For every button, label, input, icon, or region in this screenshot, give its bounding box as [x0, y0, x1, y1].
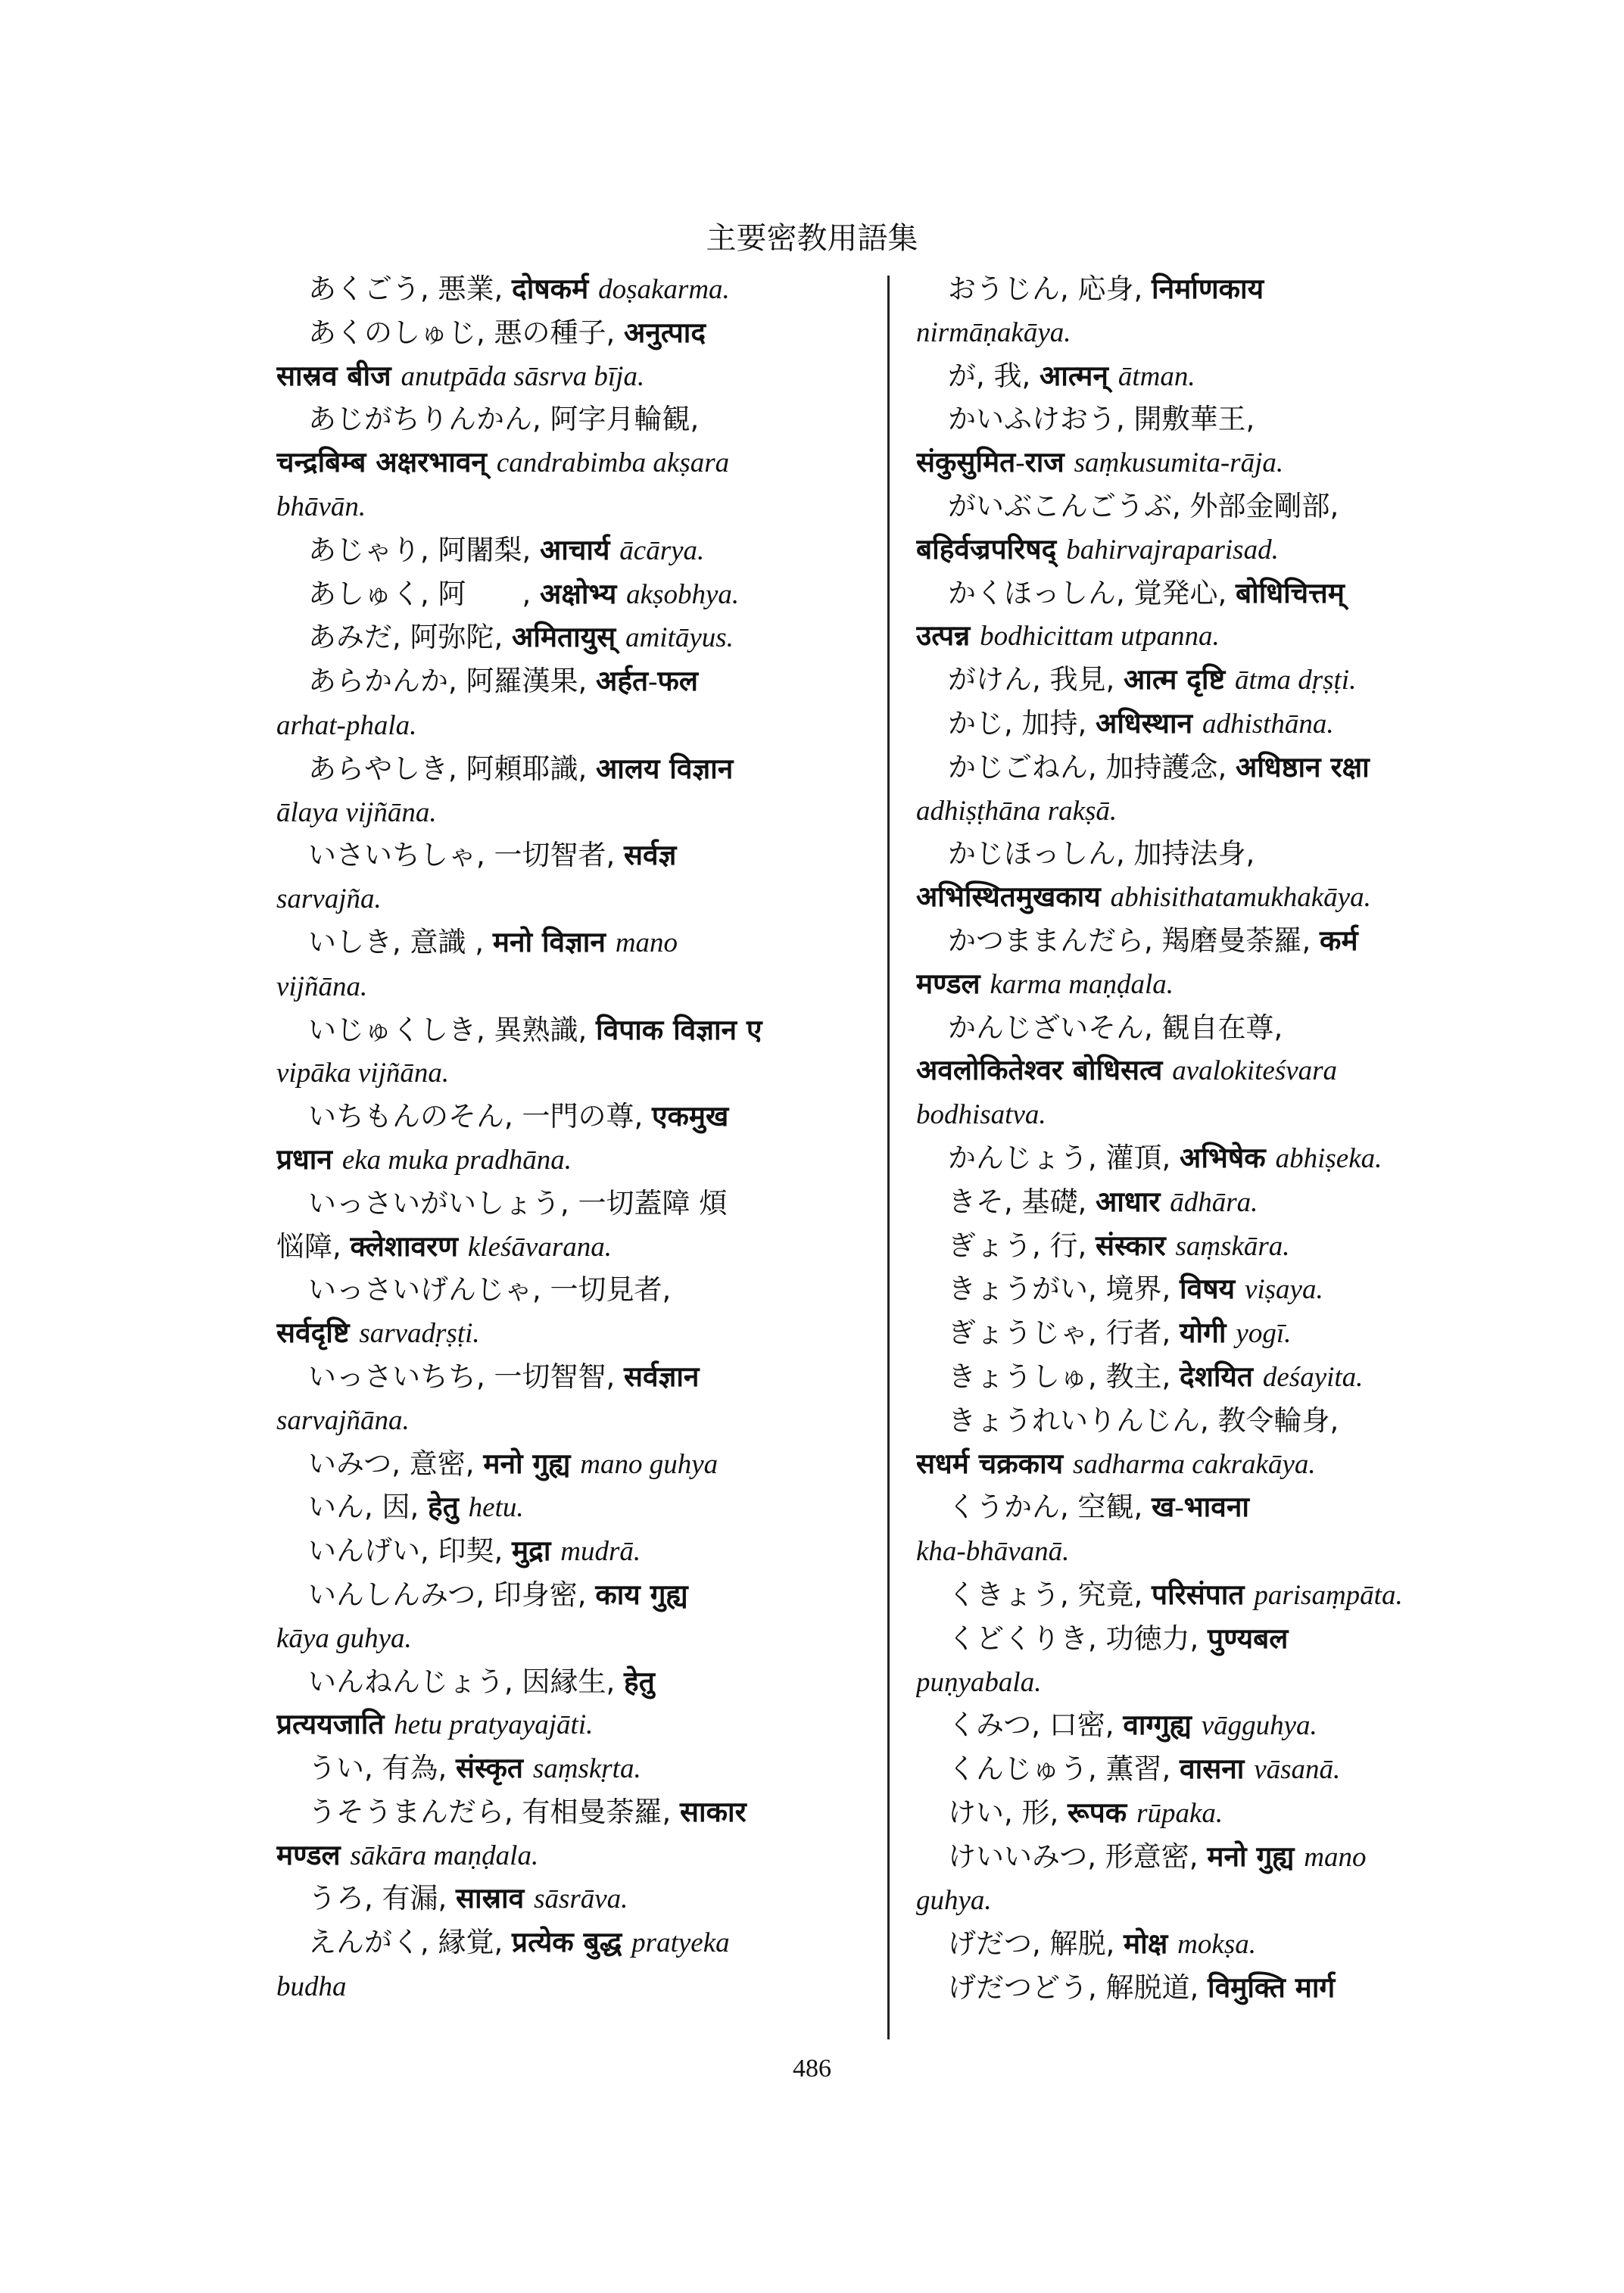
entry-line: kha-bhāvanā.: [916, 1536, 1070, 1568]
entry-line: あらやしき, 阿頼耶識, आलय विज्ञान: [308, 752, 734, 785]
entry-line: प्रत्ययजाति hetu pratyayajāti.: [276, 1708, 594, 1741]
glossary-entry: [276, 616, 874, 660]
entry-line: かつままんだら, 羯磨曼荼羅, कर्म: [948, 924, 1358, 957]
glossary-entry: [916, 1400, 1514, 1487]
glossary-entry: [916, 833, 1514, 920]
entry-line: बहिर्वज्रपरिषद् bahirvajraparisad.: [916, 532, 1279, 565]
entry-line: いん, 因, हेतु hetu.: [308, 1491, 524, 1524]
entry-line: sarvajña.: [276, 883, 382, 915]
entry-line: bodhisatva.: [916, 1099, 1046, 1131]
entry-line: いっさいがいしょう, 一切蓋障 煩: [308, 1186, 728, 1220]
entry-line: あじゃり, 阿闍梨, आचार्य ācārya.: [308, 533, 705, 566]
entry-line: うろ, 有漏, सास्राव sāsrāva.: [308, 1882, 628, 1915]
glossary-entry: [916, 1836, 1514, 1924]
entry-line: くうかん, 空観, ख-भावना: [948, 1491, 1249, 1524]
glossary-entry: [276, 1530, 874, 1574]
entry-line: guhya.: [916, 1885, 992, 1917]
glossary-entry: [276, 529, 874, 573]
entry-line: おうじん, 応身, निर्माणकाय: [948, 273, 1264, 305]
glossary-entry: [916, 572, 1514, 659]
glossary-entry: [916, 1181, 1514, 1225]
entry-line: nirmāṇakāya.: [916, 316, 1071, 348]
glossary-entry: [916, 1574, 1514, 1618]
entry-line: ālaya vijñāna.: [276, 796, 437, 828]
page-title: 主要密教用語集: [706, 221, 918, 256]
page-number: 486: [793, 2055, 831, 2083]
glossary-entry: [276, 921, 874, 1009]
glossary-entry: [276, 1921, 874, 2009]
glossary-entry: [916, 746, 1514, 833]
glossary-entry: [276, 268, 874, 312]
entry-line: いじゅくしき, 異熟識, विपाक विज्ञान ए: [308, 1013, 762, 1046]
entry-line: がけん, 我見, आत्म दृष्टि ātma dṛṣṭi.: [948, 663, 1357, 696]
entry-line: あらかんか, 阿羅漢果, अर्हत-फल: [308, 665, 699, 698]
glossary-entry: [276, 1877, 874, 1921]
entry-line: いっさいちち, 一切智智, सर्वज्ञान: [308, 1360, 700, 1393]
glossary-entry: [276, 398, 874, 528]
entry-line: ぎょう, 行, संस्कार saṃskāra.: [948, 1229, 1290, 1262]
glossary-entry: [276, 1095, 874, 1182]
entry-line: きょうれいりんじん, 教令輪身,: [948, 1404, 1339, 1437]
entry-line: いちもんのそん, 一門の尊, एकमुख: [308, 1100, 729, 1133]
glossary-entry: [276, 1486, 874, 1530]
glossary-entry: [916, 1312, 1514, 1356]
entry-line: けいいみつ, 形意密, मनो गुह्य mano: [948, 1840, 1367, 1873]
entry-line: puṇyabala.: [916, 1666, 1042, 1698]
entry-line: えんがく, 縁覚, प्रत्येक बुद्ध pratyeka: [308, 1926, 730, 1959]
entry-line: あみだ, 阿弥陀, अमितायुस् amitāyus.: [308, 621, 734, 654]
entry-line: きょうしゅ, 教主, देशयित deśayita.: [948, 1360, 1364, 1393]
glossary-entry: [916, 1618, 1514, 1705]
entry-line: いさいちしゃ, 一切智者, सर्वज्ञ: [308, 839, 677, 872]
entry-line: いみつ, 意密, मनो गुह्य mano guhya: [308, 1447, 718, 1480]
left-column: [276, 268, 874, 2009]
entry-line: vipāka vijñāna.: [276, 1058, 450, 1089]
entry-line: いんしんみつ, 印身密, काय गुह्य: [308, 1578, 688, 1611]
entry-line: あしゅく, 阿 , अक्षोभ्य akṣobhya.: [308, 577, 740, 610]
entry-line: いしき, 意識 , मनो विज्ञान mano: [308, 925, 678, 958]
glossary-entry: [276, 834, 874, 921]
glossary-entry: [916, 1967, 1514, 2010]
glossary-entry: [916, 485, 1514, 572]
glossary-entry: [276, 1182, 874, 1270]
glossary-entry: [276, 1747, 874, 1791]
entry-line: いんげい, 印契, मुद्रा mudrā.: [308, 1534, 641, 1568]
entry-line: かじ, 加持, अधिस्थान adhisthāna.: [948, 706, 1334, 740]
entry-line: मण्डल sākāra maṇḍala.: [276, 1838, 539, 1871]
glossary-entry: [916, 703, 1514, 746]
entry-line: がいぶこんごうぶ, 外部金剛部,: [948, 489, 1339, 522]
entry-line: くきょう, 究竟, परिसंपात parisaṃpāta.: [948, 1578, 1403, 1611]
glossary-entry: [916, 1007, 1514, 1137]
glossary-entry: [916, 268, 1514, 355]
entry-line: けい, 形, रूपक rūpaka.: [948, 1796, 1223, 1829]
glossary-entry: [276, 1356, 874, 1443]
entry-line: かじごねん, 加持護念, अधिष्ठान रक्षा: [948, 750, 1370, 784]
entry-line: あじがちりんかん, 阿字月輪観,: [308, 403, 700, 436]
glossary-entry: [916, 659, 1514, 703]
entry-line: vijñāna.: [276, 970, 368, 1002]
glossary-entry: [916, 1704, 1514, 1748]
entry-line: くんじゅう, 薫習, वासना vāsanā.: [948, 1752, 1341, 1786]
entry-line: चन्द्रबिम्ब अक्षरभावन् candrabimba akṣara: [276, 446, 730, 479]
glossary-entry: [276, 1661, 874, 1748]
entry-line: あくのしゅじ, 悪の種子, अनुत्पाद: [308, 316, 706, 349]
glossary-entry: [916, 355, 1514, 399]
entry-line: 悩障, क्लेशावरण kleśāvarana.: [276, 1229, 612, 1263]
entry-line: かんじざいそん, 観自在尊,: [948, 1011, 1283, 1044]
entry-line: きそ, 基礎, आधार ādhāra.: [948, 1185, 1258, 1218]
entry-line: sarvajñāna.: [276, 1404, 410, 1436]
entry-line: うい, 有為, संस्कृत saṃskṛta.: [308, 1752, 641, 1785]
entry-line: あくごう, 悪業, दोषकर्म doṣakarma.: [308, 273, 730, 305]
entry-line: きょうがい, 境界, विषय viṣaya.: [948, 1273, 1323, 1306]
entry-line: kāya guhya.: [276, 1622, 412, 1654]
glossary-entry: [916, 1486, 1514, 1574]
glossary-entry: [276, 573, 874, 617]
glossary-entry: [276, 748, 874, 835]
glossary-entry: [276, 1269, 874, 1356]
entry-line: ぎょうじゃ, 行者, योगी yogī.: [948, 1316, 1292, 1350]
entry-line: うそうまんだら, 有相曼荼羅, साकार: [308, 1795, 747, 1828]
entry-line: くみつ, 口密, वाग्गुह्य vāgguhya.: [948, 1709, 1317, 1742]
glossary-entry: [276, 1443, 874, 1487]
entry-line: budha: [276, 1971, 347, 2003]
entry-line: かくほっしん, 覚発心, बोधिचित्तम्: [948, 576, 1345, 609]
glossary-entry: [916, 1137, 1514, 1181]
entry-line: उत्पन्न bodhicittam utpanna.: [916, 619, 1220, 653]
entry-line: arhat-phala.: [276, 709, 417, 741]
entry-line: げだつ, 解脱, मोक्ष mokṣa.: [948, 1927, 1256, 1961]
glossary-entry: [276, 312, 874, 399]
entry-line: くどくりき, 功徳力, पुण्यबल: [948, 1622, 1289, 1655]
glossary-entry: [276, 1009, 874, 1096]
glossary-entry: [916, 1792, 1514, 1836]
entry-line: かいふけおう, 開敷華王,: [948, 403, 1255, 436]
entry-line: が, 我, आत्मन् ātman.: [948, 359, 1195, 392]
glossary-entry: [276, 1791, 874, 1878]
glossary-entry: [916, 1923, 1514, 1967]
entry-line: मण्डल karma maṇḍala.: [916, 967, 1174, 1000]
glossary-entry: [276, 1574, 874, 1661]
entry-line: संकुसुमित-राज saṃkusumita-rāja.: [916, 446, 1284, 479]
glossary-entry: [916, 1268, 1514, 1312]
glossary-entry: [916, 1356, 1514, 1400]
glossary-entry: [916, 1748, 1514, 1792]
glossary-entry: [276, 660, 874, 748]
entry-line: いっさいげんじゃ, 一切見者,: [308, 1273, 672, 1307]
entry-line: adhiṣṭhāna rakṣā.: [916, 795, 1117, 827]
glossary-entry: [916, 920, 1514, 1007]
entry-line: सर्वदृष्टि sarvadṛṣṭi.: [276, 1316, 480, 1350]
entry-line: かんじょう, 灌頂, अभिषेक abhiṣeka.: [948, 1141, 1382, 1174]
glossary-entry: [916, 398, 1514, 485]
entry-line: げだつどう, 解脱道, विमुक्ति मार्ग: [948, 1971, 1336, 2005]
entry-line: सास्रव बीज anutpāda sāsrva bīja.: [276, 359, 645, 392]
entry-line: सधर्म चक्रकाय sadharma cakrakāya.: [916, 1447, 1316, 1480]
entry-line: いんねんじょう, 因縁生, हेतु: [308, 1665, 655, 1698]
entry-line: प्रधान eka muka pradhāna.: [276, 1142, 572, 1176]
entry-line: अवलोकितेश्वर बोधिसत्व avalokiteśvara: [916, 1054, 1338, 1087]
right-column: [916, 268, 1514, 2010]
entry-line: かじほっしん, 加持法身,: [948, 837, 1255, 871]
entry-line: अभिस्थितमुखकाय abhisithatamukhakāya.: [916, 880, 1371, 914]
glossary-entry: [916, 1225, 1514, 1269]
column-divider: [887, 276, 890, 2039]
entry-line: bhāvān.: [276, 491, 366, 522]
